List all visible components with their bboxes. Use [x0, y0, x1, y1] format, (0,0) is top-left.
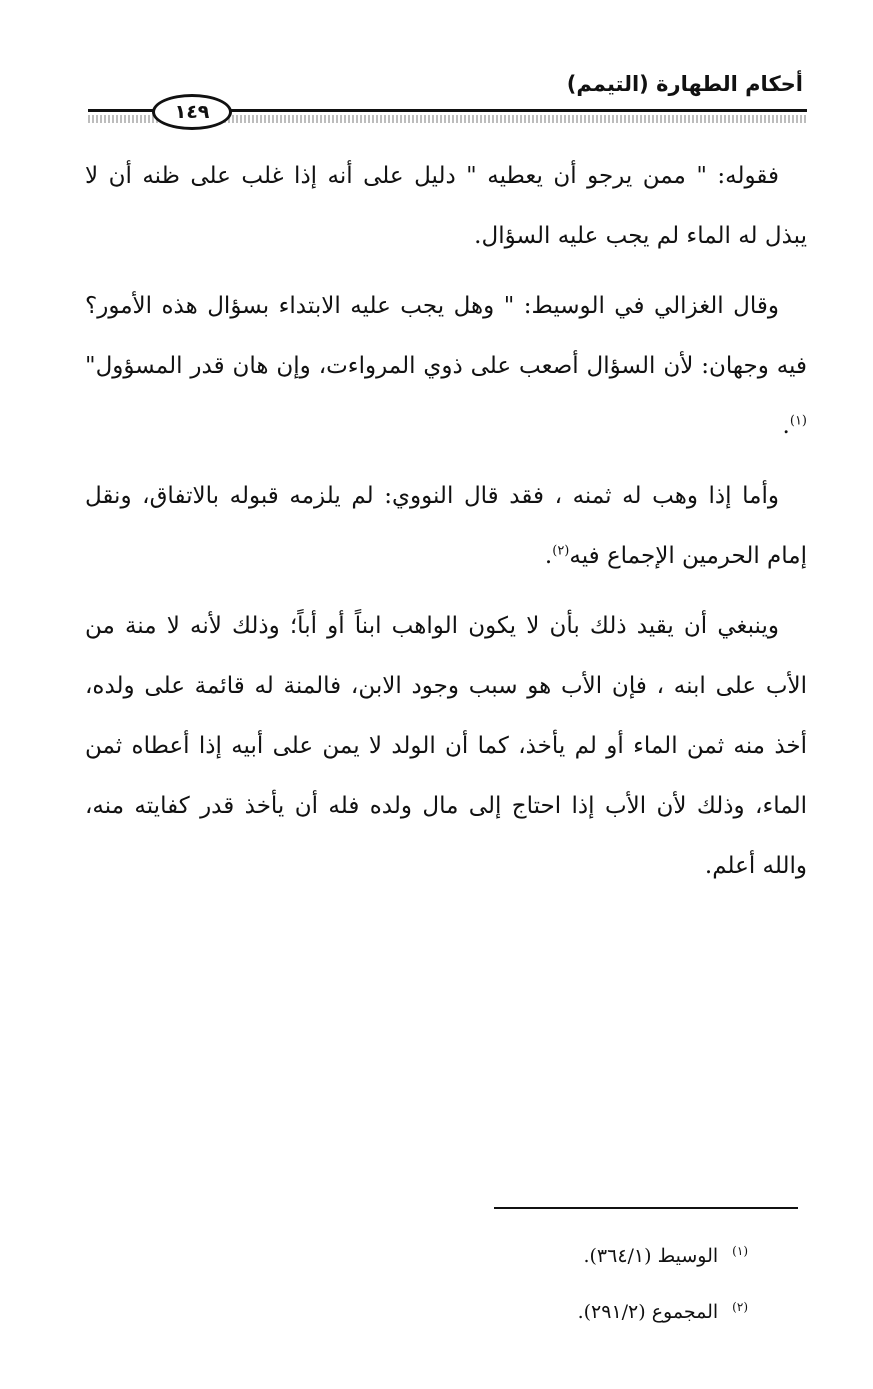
paragraph-text: فقوله: " ممن يرجو أن يعطيه " دليل على أنه إذا غلب على ظنه أن لا يبذل له الماء لم يجب عليه السؤال.: [85, 163, 807, 249]
header-rule-left: [88, 109, 158, 112]
paragraph-text: وقال الغزالي في الوسيط: " وهل يجب عليه الابتداء بسؤال هذه الأمور؟ فيه وجهان: لأن السؤال أصعب على ذوي المرواءت، وإن هان قدر المسؤول": [85, 293, 807, 379]
footnote-rule: [494, 1207, 798, 1209]
paragraph-text: وأما إذا وهب له ثمنه ، فقد قال النووي: لم يلزمه قبوله بالاتفاق، ونقل إمام الحرمين الإجماع فيه: [85, 483, 807, 569]
page-number: ١٤٩: [152, 94, 232, 130]
header-rule-right: [222, 109, 807, 112]
paragraph: [85, 146, 807, 266]
paragraph-tail: .: [544, 543, 553, 569]
footnote-text: الوسيط (٣٦٤/١).: [583, 1245, 719, 1267]
footnotes: [578, 1228, 748, 1340]
footnote-text: المجموع (٢٩١/٢).: [577, 1301, 719, 1323]
book-title: أحكام الطهارة (التيمم): [566, 72, 803, 96]
footnote-marker: (١): [732, 1243, 748, 1258]
paragraph-text: وينبغي أن يقيد ذلك بأن لا يكون الواهب ابناً أو أباً؛ وذلك لأنه لا منة من الأب على ابنه ، فإن الأب هو سبب وجود الابن، فالمنة له قائمة على ولده، أخذ منه ثمن الماء أو لم يأخذ، كما أن الولد لا يمن على أبيه إذا أعطاه ثمن الماء، وذلك لأن الأب إذا احتاج إلى مال ولده فله أن يأخذ قدر كفايته منه، والله أعلم.: [85, 613, 807, 879]
footnote: [578, 1228, 748, 1284]
paragraph-tail: .: [782, 413, 790, 439]
footnote: [578, 1284, 748, 1340]
footnote-ref: (١): [789, 413, 807, 429]
main-text: [85, 146, 807, 906]
paragraph: [85, 466, 807, 586]
footnote-ref: (٢): [552, 543, 570, 559]
paragraph: [85, 596, 807, 896]
paragraph: [85, 276, 807, 456]
footnote-marker: (٢): [732, 1299, 748, 1314]
